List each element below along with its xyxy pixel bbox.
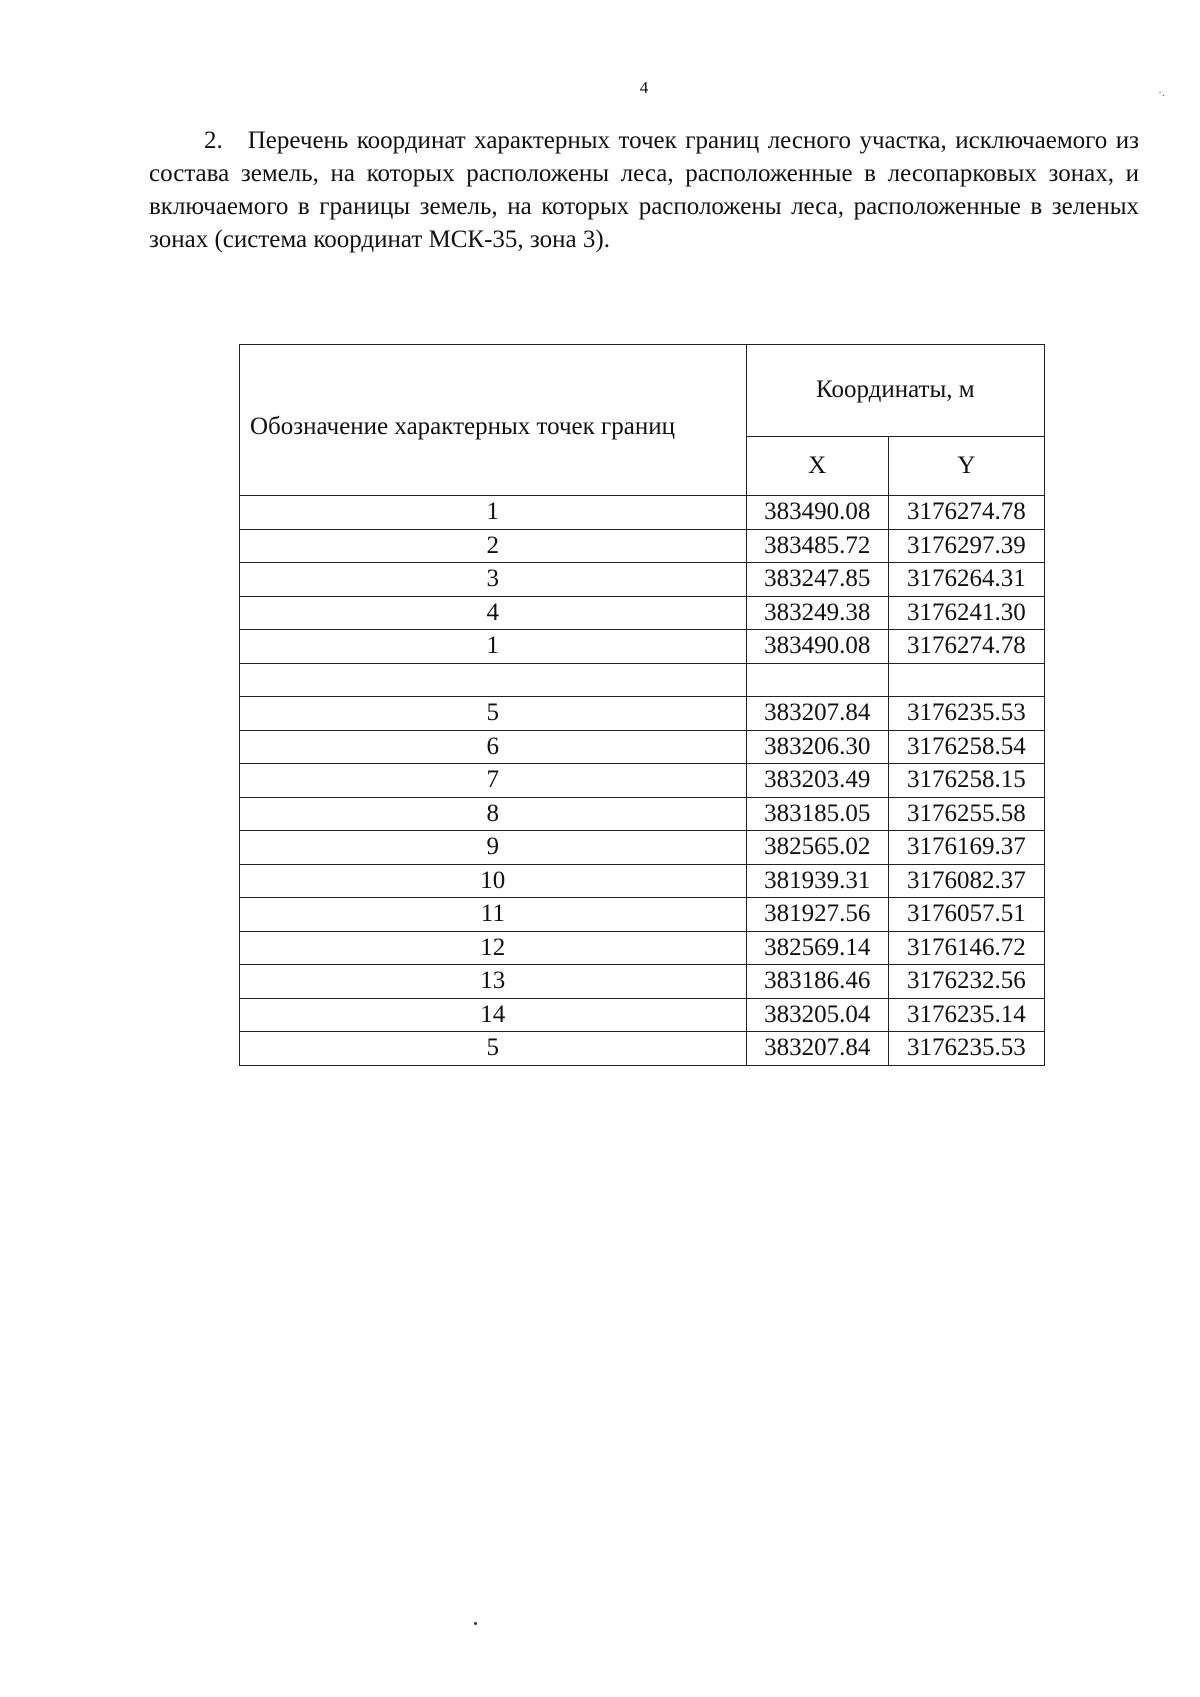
table-row bbox=[240, 563, 1045, 597]
cell-point: 9 bbox=[240, 831, 747, 865]
section-paragraph: 2. Перечень координат характерных точек границ лесного участка, исключаемого из состава земель, на которых расположены леса, расположенные в лесопарковых зонах, и включаемого в границы земель, на которых расположены леса, расположенные в зеленых зонах (система координат МСК-35, зона 3). bbox=[149, 127, 1139, 253]
cell-x: 382569.14 bbox=[746, 931, 888, 965]
table-row bbox=[240, 864, 1045, 898]
cell-y: 3176258.15 bbox=[888, 764, 1044, 798]
cell-y: 3176082.37 bbox=[888, 864, 1044, 898]
table-row bbox=[240, 730, 1045, 764]
table-header-row bbox=[240, 345, 1045, 437]
scan-speck-dot bbox=[474, 1622, 477, 1625]
cell-point: 7 bbox=[240, 764, 747, 798]
cell-x bbox=[746, 663, 888, 697]
page-number: 4 bbox=[639, 78, 649, 97]
cell-y: 3176258.54 bbox=[888, 730, 1044, 764]
cell-point: 1 bbox=[240, 496, 747, 530]
cell-point: 11 bbox=[240, 898, 747, 932]
cell-point: 1 bbox=[240, 630, 747, 664]
header-coords-label: Координаты, м bbox=[746, 345, 1044, 437]
cell-y: 3176255.58 bbox=[888, 797, 1044, 831]
cell-y: 3176297.39 bbox=[888, 529, 1044, 563]
table-row bbox=[240, 831, 1045, 865]
cell-y: 3176235.14 bbox=[888, 998, 1044, 1032]
cell-point: 5 bbox=[240, 1032, 747, 1066]
scan-speck: ·. bbox=[1158, 85, 1165, 99]
table-row bbox=[240, 697, 1045, 731]
table-row bbox=[240, 663, 1045, 697]
cell-x: 383249.38 bbox=[746, 596, 888, 630]
cell-y: 3176264.31 bbox=[888, 563, 1044, 597]
cell-x: 383185.05 bbox=[746, 797, 888, 831]
cell-point: 5 bbox=[240, 697, 747, 731]
cell-x: 383206.30 bbox=[746, 730, 888, 764]
table-row bbox=[240, 898, 1045, 932]
cell-y: 3176235.53 bbox=[888, 1032, 1044, 1066]
table-row bbox=[240, 797, 1045, 831]
table-row bbox=[240, 630, 1045, 664]
table-row bbox=[240, 931, 1045, 965]
cell-x: 381927.56 bbox=[746, 898, 888, 932]
table-row bbox=[240, 764, 1045, 798]
cell-y bbox=[888, 663, 1044, 697]
cell-y: 3176146.72 bbox=[888, 931, 1044, 965]
cell-x: 383485.72 bbox=[746, 529, 888, 563]
table-row bbox=[240, 998, 1045, 1032]
table-row bbox=[240, 496, 1045, 530]
cell-y: 3176232.56 bbox=[888, 965, 1044, 999]
cell-point: 8 bbox=[240, 797, 747, 831]
cell-x: 383490.08 bbox=[746, 630, 888, 664]
cell-x: 383203.49 bbox=[746, 764, 888, 798]
cell-y: 3176057.51 bbox=[888, 898, 1044, 932]
header-point-label: Обозначение характерных точек границ bbox=[240, 345, 747, 496]
cell-y: 3176241.30 bbox=[888, 596, 1044, 630]
cell-y: 3176235.53 bbox=[888, 697, 1044, 731]
header-x-label: X bbox=[746, 436, 888, 495]
cell-x: 383490.08 bbox=[746, 496, 888, 530]
cell-point: 4 bbox=[240, 596, 747, 630]
table-row bbox=[240, 1032, 1045, 1066]
cell-point: 12 bbox=[240, 931, 747, 965]
table-row bbox=[240, 529, 1045, 563]
cell-y: 3176169.37 bbox=[888, 831, 1044, 865]
cell-point: 6 bbox=[240, 730, 747, 764]
cell-point: 14 bbox=[240, 998, 747, 1032]
cell-point bbox=[240, 663, 747, 697]
header-y-label: Y bbox=[888, 436, 1044, 495]
table-row bbox=[240, 596, 1045, 630]
cell-y: 3176274.78 bbox=[888, 496, 1044, 530]
cell-x: 382565.02 bbox=[746, 831, 888, 865]
cell-x: 383186.46 bbox=[746, 965, 888, 999]
coordinates-table bbox=[239, 344, 1045, 1066]
cell-point: 10 bbox=[240, 864, 747, 898]
table-row bbox=[240, 965, 1045, 999]
cell-x: 383207.84 bbox=[746, 697, 888, 731]
cell-point: 13 bbox=[240, 965, 747, 999]
cell-x: 383205.04 bbox=[746, 998, 888, 1032]
cell-x: 381939.31 bbox=[746, 864, 888, 898]
cell-point: 2 bbox=[240, 529, 747, 563]
cell-y: 3176274.78 bbox=[888, 630, 1044, 664]
cell-x: 383247.85 bbox=[746, 563, 888, 597]
cell-x: 383207.84 bbox=[746, 1032, 888, 1066]
cell-point: 3 bbox=[240, 563, 747, 597]
table-body bbox=[240, 496, 1045, 1066]
